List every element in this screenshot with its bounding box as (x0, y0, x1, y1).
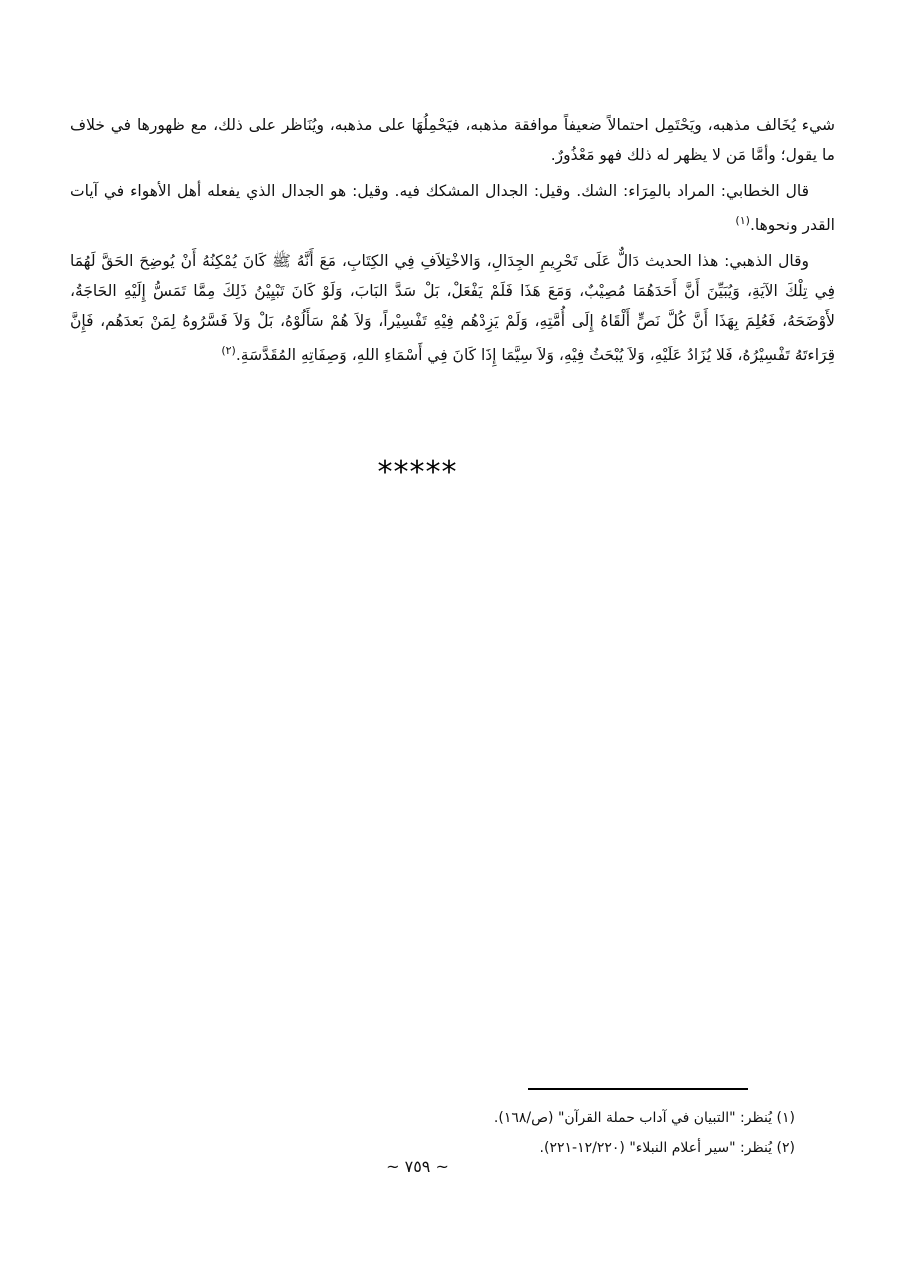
section-separator: ***** (377, 455, 458, 490)
page-number: ~ ٧٥٩ ~ (386, 1157, 449, 1176)
paragraph-dhahabi (70, 246, 835, 370)
paragraph-text: شيء يُخَالف مذهبه، ويَحْتَمِل احتمالاً ضعيفاً موافقة مذهبه، فيَحْمِلُهَا على مذهبه، ويُنَاظر على ذلك، مع ظهورها في خلاف ما يقول؛ وأمَّا مَن لا يظهر له ذلك فهو مَعْذُورٌ. (70, 116, 835, 164)
footnotes (70, 1103, 795, 1163)
footnote-1: (١) يُنظر: "التبيان في آداب حملة القرآن" (ص/١٦٨). (493, 1110, 795, 1126)
footnote-2: (٢) يُنظر: "سير أعلام النبلاء" (١٢/٢٢٠-٢٢١). (539, 1140, 795, 1156)
paragraph-text: وقال الذهبي: هذا الحديث دَالٌّ عَلَى تَحْرِيمِ الجِدَالِ، وَالاخْتِلاَفِ فِي الكِتَابِ، مَعَ أَنَّهُ ﷺ كَانَ يُمْكِنُهُ أَنْ يُوضِحَ الحَقَّ لَهُمَا فِي تِلْكَ الآيَةِ، وَيُبَيِّنَ أَنَّ أَحَدَهُمَا مُصِيْبٌ، وَمَعَ هَذَا فَلَمْ يَفْعَلْ، بَلْ سَدَّ البَابَ، وَلَوْ كَانَ تَبْيِيْنُ ذَلِكَ مِمَّا تَمَسُّ إِلَيْهِ الحَاجَةُ، لأَوْضَحَهُ، فَعُلِمَ بِهَذَا أَنَّ كُلَّ نَصٍّ أَلْقَاهُ إِلَى أُمَّتِهِ، وَلَمْ يَزِدْهُم فِيْهِ تَفْسِيْراً، وَلاَ هُمْ سَأَلُوْهُ، بَلْ وَلاَ فَسَّرُوهُ لِمَنْ بَعدَهُم، فَإِنَّ قِرَاءتَهُ تَفْسِيْرُهُ، فَلا يُزَادُ عَلَيْهِ، وَلاَ يُبْحَثُ فِيْهِ، وَلاَ سِيَّمَا إِذَا كَانَ فِي أَسْمَاءِ اللهِ، وَصِفَاتِهِ المُقَدَّسَةِ. (70, 252, 835, 365)
paragraph-text: قال الخطابي: المراد بالمِرَاء: الشك. وقيل: الجدال المشكك فيه. وقيل: هو الجدال الذي يفعله أهل الأهواء في آيات القدر ونحوها. (70, 182, 835, 235)
main-text (70, 110, 835, 376)
paragraph-continuation (70, 110, 835, 170)
footnote-ref-1[interactable]: (١) (735, 214, 750, 227)
footnote-ref-2[interactable]: (٢) (221, 344, 236, 358)
footnote-divider (528, 1088, 748, 1090)
paragraph-khattabi (70, 176, 835, 240)
